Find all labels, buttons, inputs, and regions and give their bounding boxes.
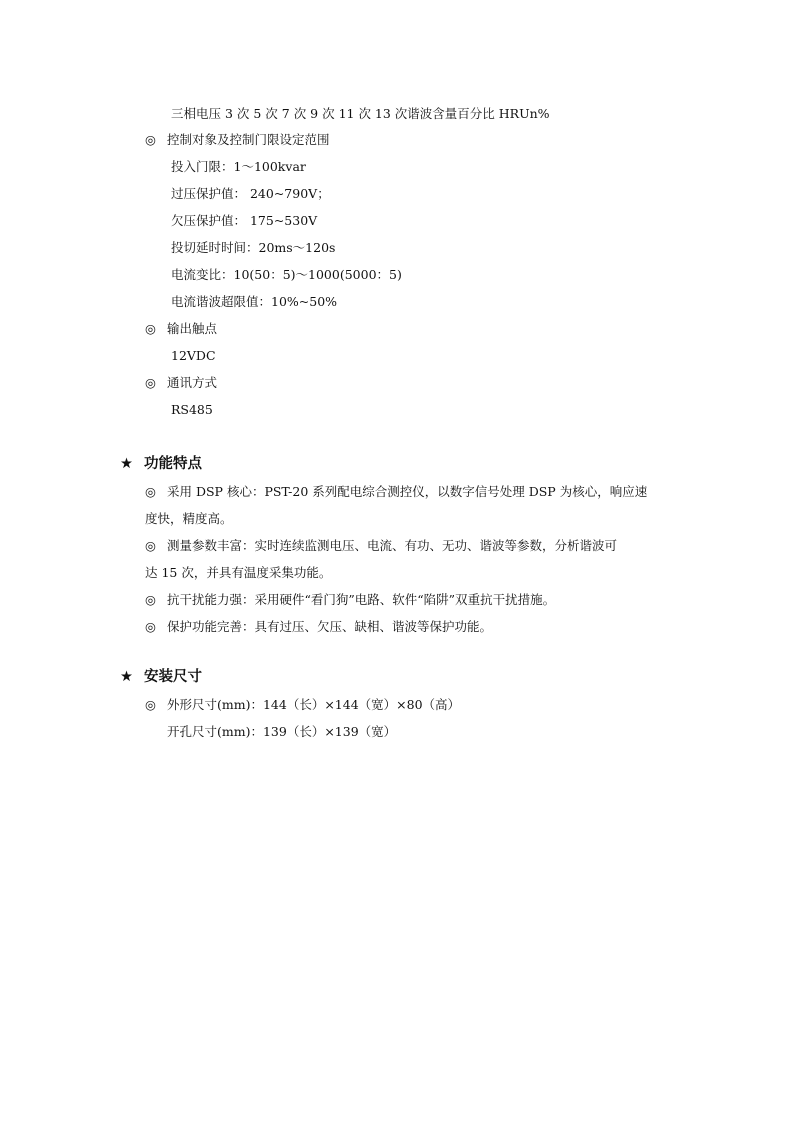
feature-item-line: 测量参数丰富：实时连续监测电压、电流、有功、无功、谐波等参数，分析谐波可: [167, 538, 618, 553]
communication-title-text: 通讯方式: [167, 375, 218, 390]
communication-title: [145, 375, 217, 391]
communication-value: RS485: [171, 402, 213, 417]
feature-item-line: 抗干扰能力强：采用硬件“看门狗”电路、软件“陷阱”双重抗干扰措施。: [167, 592, 556, 607]
bullet-icon: ◎: [145, 484, 156, 499]
feature-item-dsp: [145, 478, 693, 532]
outer-dimensions: [145, 697, 460, 713]
features-heading-text: 功能特点: [144, 456, 202, 472]
feature-item-anti-interference: [145, 586, 693, 613]
bullet-icon: ◎: [145, 321, 156, 336]
control-item-harmonic-limit: 电流谐波超限值：10%~50%: [171, 294, 338, 309]
output-contact-title-text: 输出触点: [167, 321, 218, 336]
feature-item-line: 保护功能完善：具有过压、欠压、缺相、谐波等保护功能。: [167, 619, 493, 634]
control-item-delay: 投切延时时间：20ms～120s: [171, 240, 336, 255]
feature-item-line: 达 15 次，并具有温度采集功能。: [145, 565, 332, 580]
control-range-title-text: 控制对象及控制门限设定范围: [167, 132, 330, 147]
bullet-icon: ◎: [145, 592, 156, 607]
output-contact-value: 12VDC: [171, 348, 216, 363]
features-heading: [120, 455, 202, 473]
control-item-undervoltage: 欠压保护值： 175~530V: [171, 213, 318, 228]
cutout-dimensions: 开孔尺寸(mm)：139（长）×139（宽）: [167, 724, 397, 739]
control-item-ct-ratio: 电流变比：10(50：5)～1000(5000：5): [171, 267, 402, 282]
feature-item-protection: [145, 613, 693, 640]
control-item-threshold: 投入门限：1～100kvar: [171, 159, 306, 174]
installation-heading: [120, 668, 202, 686]
feature-item-line: 度快，精度高。: [145, 511, 233, 526]
harmonic-content-line: 三相电压 3 次 5 次 7 次 9 次 11 次 13 次谐波含量百分比 HRUn%: [171, 106, 550, 121]
bullet-icon: ◎: [145, 375, 156, 390]
output-contact-title: [145, 321, 217, 337]
bullet-icon: ◎: [145, 538, 156, 553]
star-icon: ★: [120, 669, 133, 685]
star-icon: ★: [120, 456, 133, 472]
control-item-overvoltage: 过压保护值： 240~790V；: [171, 186, 330, 201]
outer-dimensions-text: 外形尺寸(mm)：144（长）×144（宽）×80（高）: [167, 697, 461, 712]
bullet-icon: ◎: [145, 132, 156, 147]
bullet-icon: ◎: [145, 697, 156, 712]
control-range-title: [145, 132, 330, 148]
bullet-icon: ◎: [145, 619, 156, 634]
installation-heading-text: 安装尺寸: [144, 669, 202, 685]
feature-item-line: 采用 DSP 核心：PST-20 系列配电综合测控仪，以数字信号处理 DSP 为核心，响应速: [167, 484, 648, 499]
feature-item-measurement: [145, 532, 693, 586]
